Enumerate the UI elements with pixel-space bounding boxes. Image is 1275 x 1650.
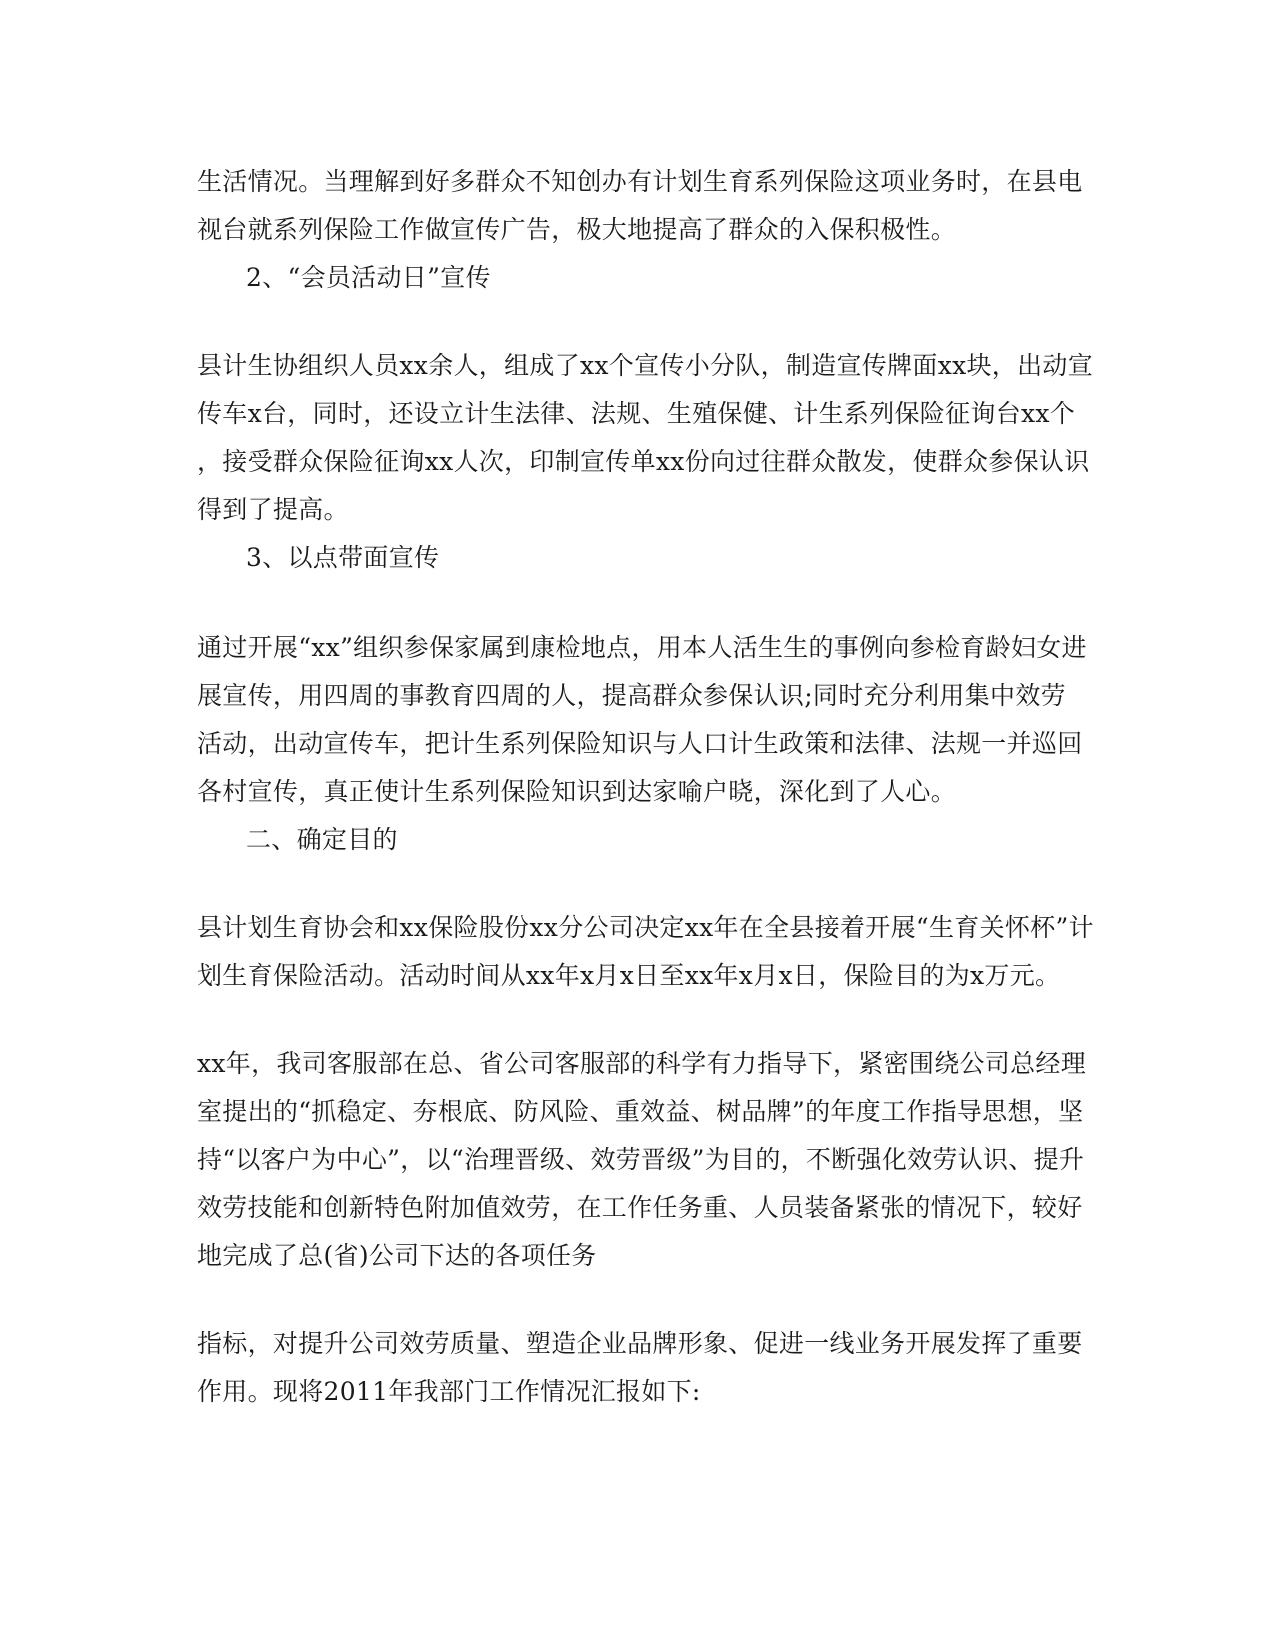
section-heading (246, 534, 1126, 582)
text-line: 视台就系列保险工作做宣传广告，极大地提高了群众的入保积极性。 (197, 215, 957, 244)
text-line: 生活情况。当理解到好多群众不知创办有计划生育系列保险这项业务时，在县电 (197, 167, 1083, 196)
section-heading (246, 816, 1126, 864)
text-line: 作用。现将2011年我部门工作情况汇报如下: (197, 1377, 701, 1406)
paragraph (197, 1040, 1087, 1280)
paragraph (197, 1320, 1083, 1416)
text-line: 县计划生育协会和xx保险股份xx分公司决定xx年在全县接着开展“生育关怀杯”计 (197, 913, 1094, 942)
text-line: 县计生协组织人员xx余人，组成了xx个宣传小分队，制造宣传牌面xx块，出动宣 (197, 351, 1093, 380)
heading-text: 二、确定目的 (246, 825, 398, 854)
heading-text: 2、“会员活动日”宣传 (246, 263, 491, 292)
text-line: 效劳技能和创新特色附加值效劳，在工作任务重、人员装备紧张的情况下，较好 (197, 1193, 1083, 1222)
text-line: 持“以客户为中心”，以“治理晋级、效劳晋级”为目的，不断强化效劳认识、提升 (197, 1145, 1085, 1174)
text-line: 室提出的“抓稳定、夯根底、防风险、重效益、树品牌”的年度工作指导思想，坚 (197, 1097, 1084, 1126)
text-line: 划生育保险活动。活动时间从xx年x月x日至xx年x月x日，保险目的为x万元。 (197, 961, 1061, 990)
text-line: 地完成了总(省)公司下达的各项任务 (197, 1241, 597, 1270)
text-line: xx年，我司客服部在总、省公司客服部的科学有力指导下，紧密围绕公司总经理 (197, 1049, 1087, 1078)
text-line: 各村宣传，真正使计生系列保险知识到达家喻户晓，深化到了人心。 (197, 777, 957, 806)
text-line: 得到了提高。 (197, 495, 349, 524)
paragraph (197, 158, 1083, 254)
text-line: 活动，出动宣传车，把计生系列保险知识与人口计生政策和法律、法规一并巡回 (197, 729, 1083, 758)
text-line: ，接受群众保险征询xx人次，印制宣传单xx份向过往群众散发，使群众参保认识 (197, 447, 1090, 476)
text-line: 展宣传，用四周的事教育四周的人，提高群众参保认识;同时充分利用集中效劳 (197, 681, 1066, 710)
text-line: 指标，对提升公司效劳质量、塑造企业品牌形象、促进一线业务开展发挥了重要 (197, 1329, 1083, 1358)
heading-text: 3、以点带面宣传 (246, 543, 440, 572)
text-line: 通过开展“xx”组织参保家属到康检地点，用本人活生生的事例向参检育龄妇女进 (197, 633, 1087, 662)
paragraph (197, 624, 1087, 816)
paragraph (197, 904, 1094, 1000)
paragraph (197, 342, 1093, 534)
text-line: 传车x台，同时，还设立计生法律、法规、生殖保健、计生系列保险征询台xx个 (197, 399, 1076, 428)
section-heading (246, 254, 1126, 302)
